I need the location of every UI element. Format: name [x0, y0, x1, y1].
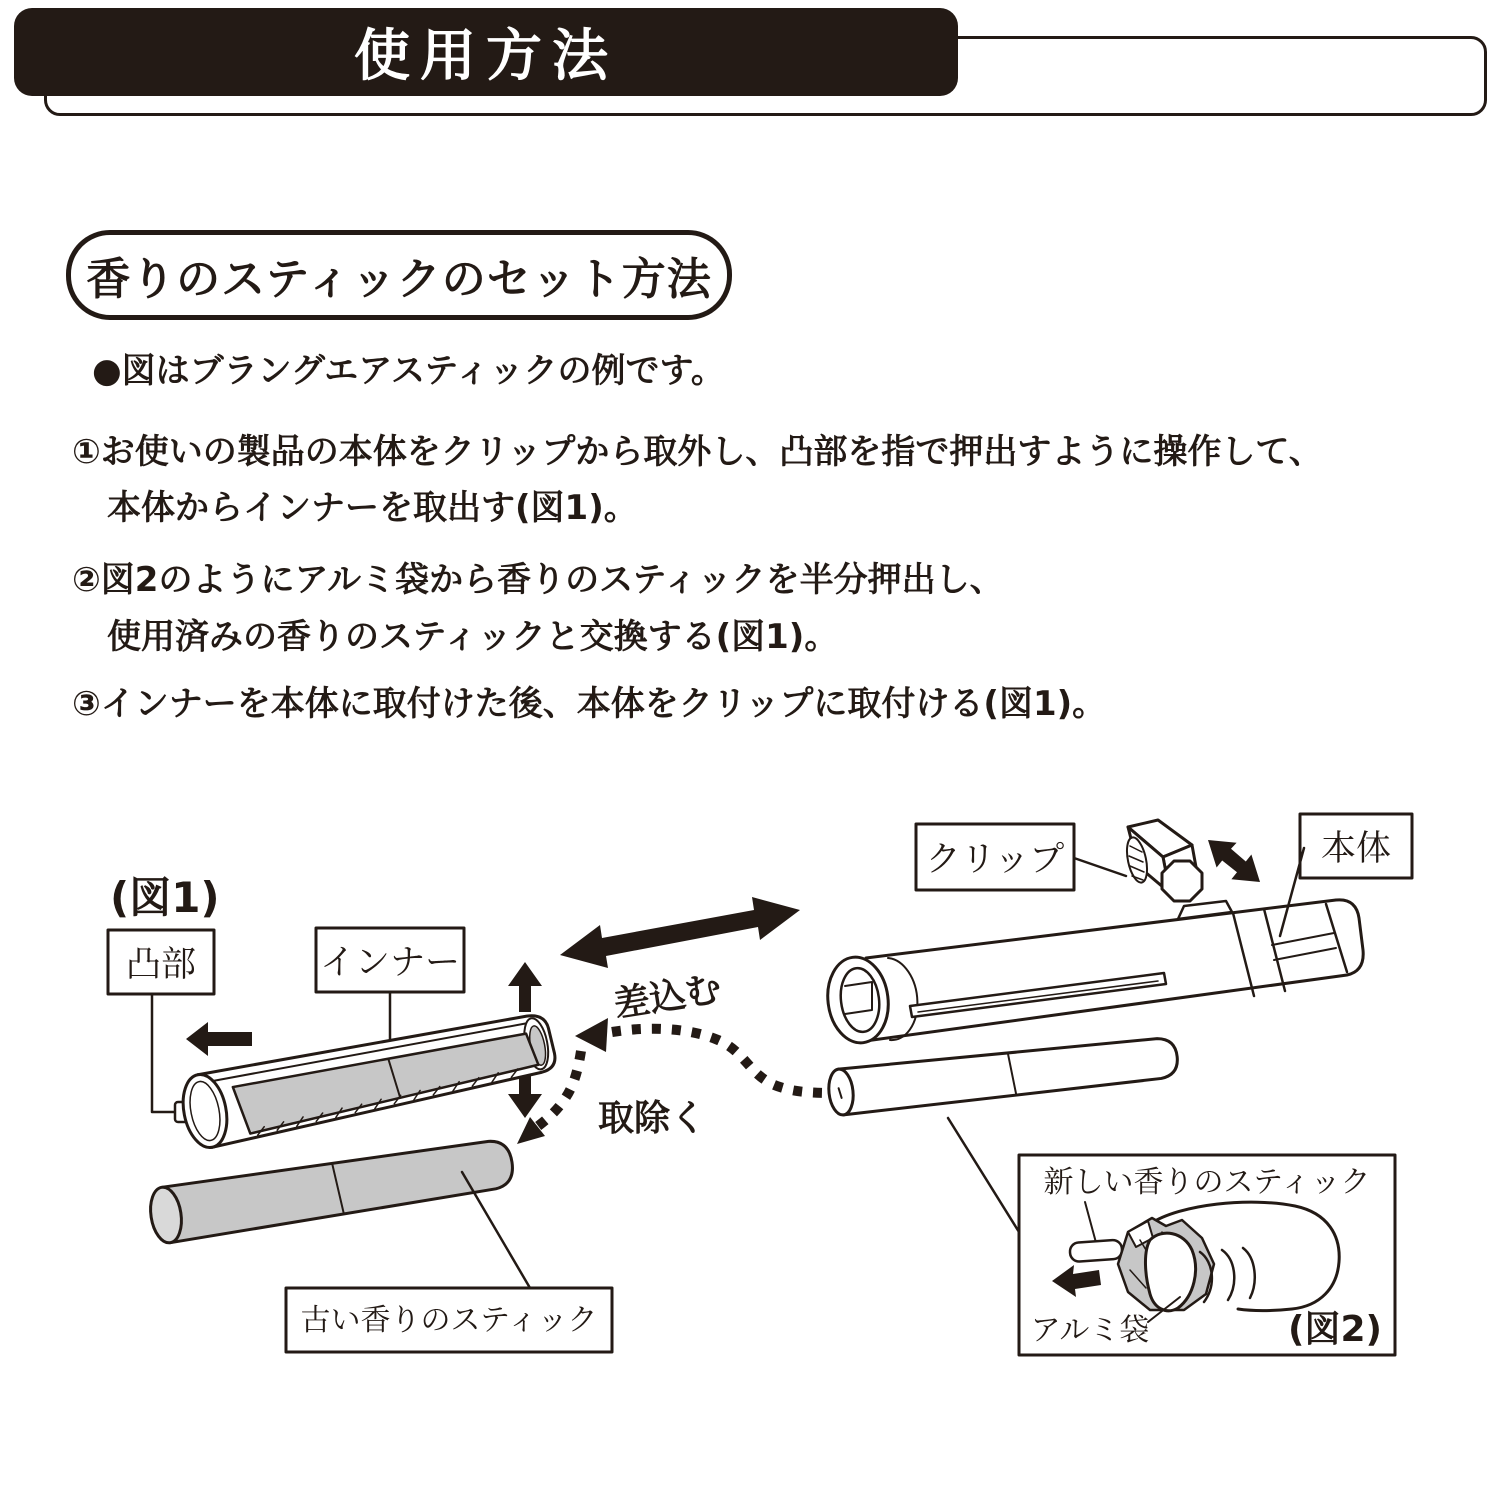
up-arrow — [508, 962, 542, 1012]
clip-leader-line — [1074, 858, 1126, 876]
step2-line2: 使用済みの香りのスティックと交換する(図1)。 — [107, 617, 839, 657]
section-heading: 香りのスティックのセット方法 — [86, 254, 712, 305]
inner-label: インナー — [319, 943, 461, 983]
page-title: 使用方法 — [354, 24, 618, 89]
new-stick-leader-line — [948, 1118, 1019, 1232]
clip-label: クリップ — [925, 840, 1065, 880]
section-heading-pill — [66, 230, 732, 320]
figure2-inset — [1019, 1155, 1395, 1355]
protrusion-label: 凸部 — [125, 945, 197, 985]
inner-tube-illustration — [177, 1005, 559, 1151]
aluminum-bag-label: アルミ袋 — [1030, 1313, 1150, 1348]
figure2-caption: (図2) — [1288, 1309, 1382, 1350]
remove-label: 取除く — [598, 1098, 707, 1139]
page-title-banner — [14, 8, 958, 96]
note-line: ●図はブラングエアスティックの例です。 — [92, 351, 725, 391]
insert-dotted-path — [612, 1029, 834, 1093]
step2-line1: ②図2のようにアルミ袋から香りのスティックを半分押出し、 — [72, 560, 1004, 600]
body-label: 本体 — [1320, 829, 1392, 869]
swap-double-arrow — [560, 897, 800, 968]
body-tube-illustration — [823, 900, 1363, 1047]
new-stick-label: 新しい香りのスティック — [1043, 1165, 1371, 1200]
pull-left-arrow — [186, 1022, 252, 1056]
new-stick-tip — [1069, 1240, 1122, 1263]
step1-line1: ①お使いの製品の本体をクリップから取外し、凸部を指で押出すように操作して、 — [72, 432, 1323, 472]
old-stick-illustration — [147, 1134, 516, 1245]
clip-illustration — [1123, 820, 1202, 901]
clip-double-arrow — [1208, 840, 1260, 882]
figure1-diagram — [0, 790, 1500, 1500]
figure1-caption: (図1) — [110, 873, 220, 922]
old-stick-label: 古い香りのスティック — [300, 1303, 598, 1338]
new-stick-illustration — [827, 1034, 1180, 1116]
protrusion-leader-line — [152, 994, 180, 1112]
step3-line1: ③インナーを本体に取付けた後、本体をクリップに取付ける(図1)。 — [72, 684, 1107, 724]
insert-label: 差込む — [611, 968, 725, 1026]
insert-arrowhead — [575, 1018, 608, 1052]
step1-line2: 本体からインナーを取出す(図1)。 — [107, 488, 638, 528]
thumb — [1145, 1233, 1195, 1311]
